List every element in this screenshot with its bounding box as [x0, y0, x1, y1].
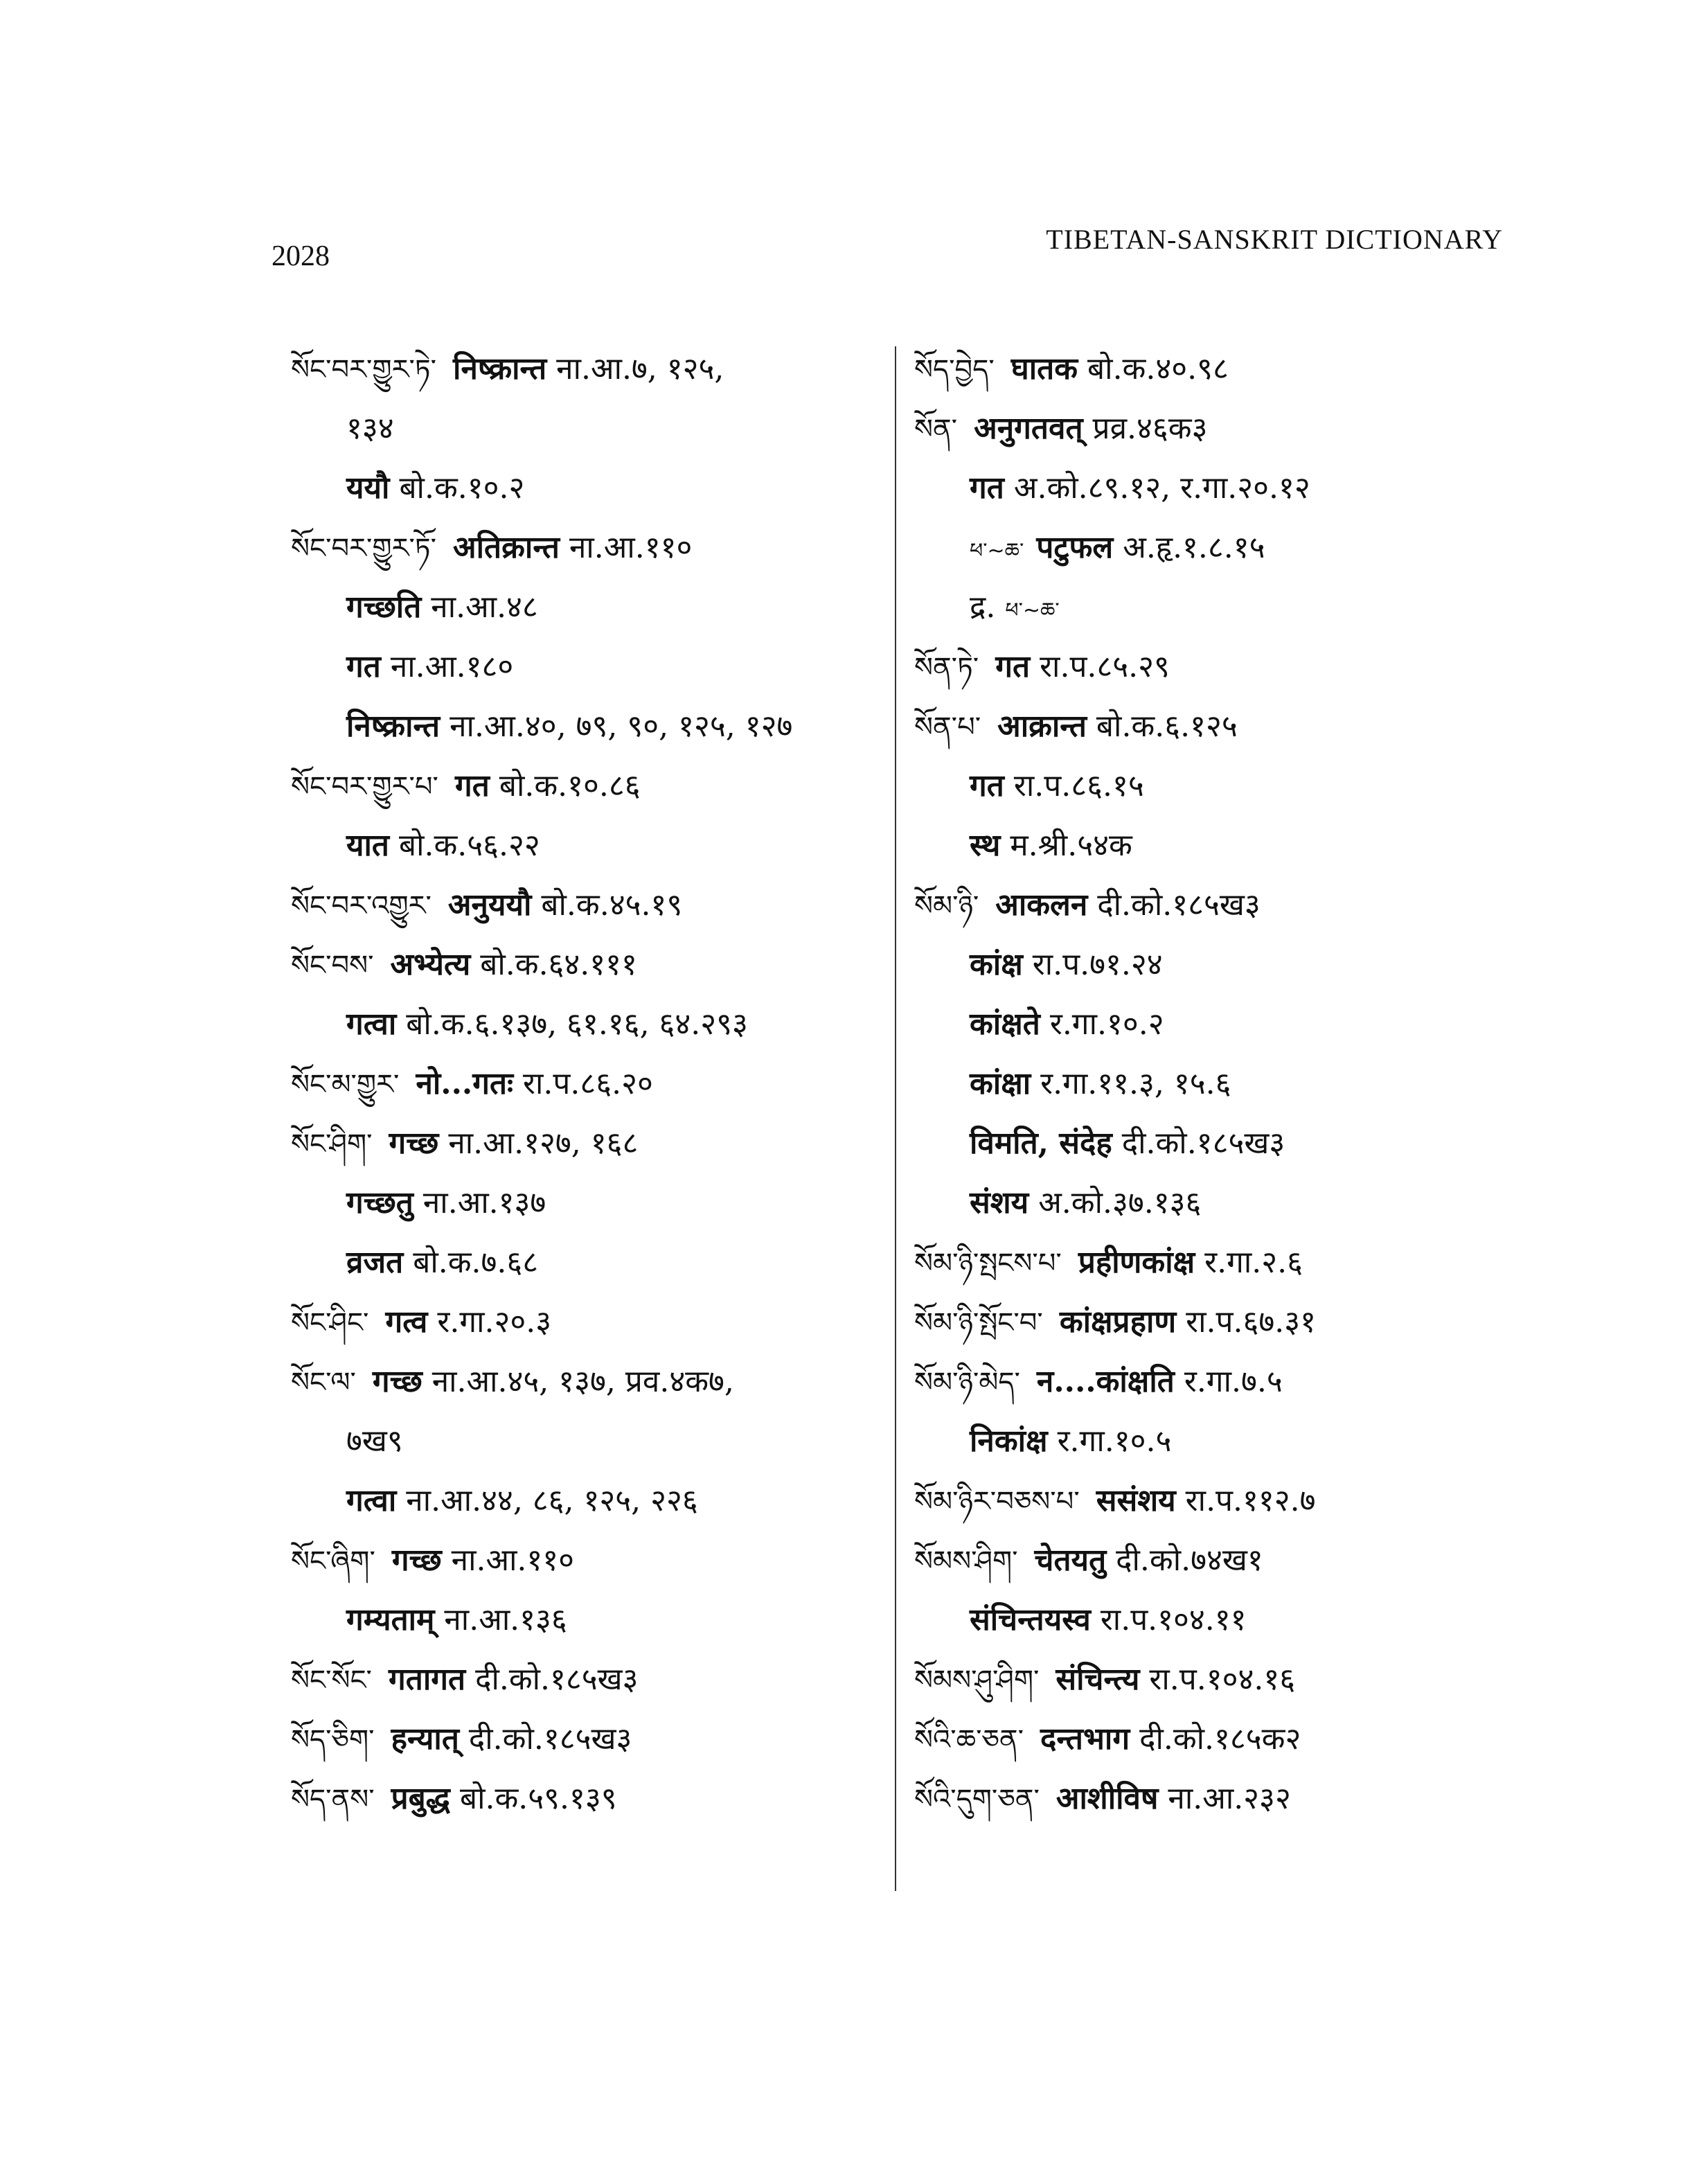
source-reference: र.गा.११.३, १५.६	[1040, 1066, 1231, 1101]
dictionary-entry	[914, 1471, 1510, 1531]
sanskrit-equivalent: गम्यताम्	[346, 1602, 435, 1637]
tibetan-headword: སོམ་ཉི་སྤངས་པ་	[914, 1248, 1062, 1279]
source-reference: अ.को.३७.१३६	[1038, 1185, 1202, 1220]
tibetan-headword: སོའི་ཆ་ཅན་	[914, 1724, 1024, 1756]
source-reference: बो.क.१०.२	[399, 470, 525, 506]
dictionary-entry	[914, 876, 1510, 935]
source-reference: रा.प.८६.२०	[522, 1066, 653, 1101]
tibetan-headword: སོམ་ཉིར་བཅས་པ་	[914, 1486, 1080, 1518]
sanskrit-equivalent: चेतयतु	[1034, 1543, 1107, 1578]
source-reference: ना.आ.१३७	[422, 1185, 546, 1220]
sanskrit-equivalent: गत्वा	[346, 1483, 397, 1518]
source-reference: बो.क.५६.२२	[399, 828, 540, 863]
page-number: 2028	[271, 240, 330, 272]
sanskrit-equivalent: गत	[995, 649, 1031, 684]
dictionary-entry	[914, 1650, 1510, 1710]
column-divider	[895, 346, 896, 1891]
source-reference: ना.आ.१३६	[444, 1602, 567, 1637]
sanskrit-equivalent: न....कांक्षति	[1036, 1364, 1175, 1399]
dictionary-entry	[291, 1114, 887, 1173]
running-head: TIBETAN-SANSKRIT DICTIONARY	[1046, 224, 1503, 255]
source-reference: ना.आ.४८	[431, 589, 538, 625]
dictionary-entry	[291, 1352, 887, 1412]
sanskrit-equivalent: गच्छ	[391, 1543, 442, 1578]
dictionary-subentry	[914, 1590, 1510, 1650]
source-reference: बो.क.६४.१११	[480, 947, 637, 982]
source-reference: बो.क.६.१२५	[1096, 709, 1238, 744]
source-reference: प्रव्र.४६क३	[1092, 411, 1208, 446]
tibetan-headword: སོང་ལ་	[291, 1367, 356, 1399]
dictionary-entry	[914, 1293, 1510, 1352]
sanskrit-equivalent: यात	[346, 828, 389, 863]
source-reference: दी.को.१८५ख३	[475, 1662, 639, 1697]
dictionary-subentry	[914, 459, 1510, 518]
dictionary-entry	[914, 1769, 1510, 1829]
dictionary-entry	[291, 1710, 887, 1769]
cross-reference-prefix: द्र.	[970, 589, 1006, 625]
dictionary-subentry	[291, 1173, 887, 1233]
tibetan-headword: སོང་ཞིག་	[291, 1545, 375, 1577]
dictionary-entry	[914, 1352, 1510, 1412]
sanskrit-equivalent: आक्रान्त	[997, 709, 1087, 744]
dictionary-entry	[291, 1769, 887, 1829]
source-reference: बो.क.१०.८६	[499, 768, 641, 804]
dictionary-subentry	[291, 1412, 887, 1471]
sanskrit-equivalent: गच्छ	[372, 1364, 422, 1399]
sanskrit-equivalent: कांक्षा	[970, 1066, 1031, 1101]
tibetan-headword: སོང་བར་གྱུར་པ་	[291, 771, 438, 803]
sanskrit-equivalent: गत्व	[385, 1304, 428, 1340]
dictionary-subentry	[914, 816, 1510, 876]
source-reference: दी.को.७४ख१	[1116, 1543, 1263, 1578]
source-reference: रा.प.११२.७	[1185, 1483, 1316, 1518]
dictionary-entry	[914, 1531, 1510, 1590]
source-reference: बो.क.७.६८	[413, 1245, 539, 1280]
dictionary-subentry	[291, 816, 887, 876]
tibetan-headword: སོམ་ཉི་	[914, 890, 979, 922]
source-reference: रा.प.८६.१५	[1013, 768, 1144, 804]
dictionary-subentry	[914, 935, 1510, 995]
source-reference: ना.आ.७, १२५,	[556, 351, 724, 387]
source-reference: बो.क.४०.९८	[1087, 351, 1229, 387]
sanskrit-equivalent: निकांक्ष	[970, 1423, 1048, 1459]
source-reference: ना.आ.४५, १३७, प्रव.४क७,	[431, 1364, 734, 1399]
sanskrit-equivalent: नो...गतः	[416, 1066, 513, 1101]
dictionary-entry	[291, 1531, 887, 1590]
dictionary-entry	[291, 1054, 887, 1114]
tibetan-abbrev: ཕ་~ཆ་	[1005, 598, 1060, 623]
sanskrit-equivalent: संचिन्त्य	[1056, 1662, 1140, 1697]
source-reference: र.गा.२०.३	[437, 1304, 552, 1340]
dictionary-subentry	[914, 756, 1510, 816]
dictionary-subentry	[914, 1173, 1510, 1233]
source-reference: र.गा.२.६	[1204, 1245, 1303, 1280]
source-reference: र.गा.१०.५	[1057, 1423, 1172, 1459]
tibetan-headword: སོམ་ཉི་མེད་	[914, 1367, 1020, 1399]
source-reference: दी.को.१८५क२	[1139, 1721, 1301, 1757]
sanskrit-equivalent: गतागत	[388, 1662, 466, 1697]
dictionary-entry	[914, 637, 1510, 697]
source-reference: रा.प.८५.२९	[1040, 649, 1170, 684]
source-reference: दी.को.१८५ख३	[1097, 887, 1261, 923]
sanskrit-equivalent: विमति, संदेह	[970, 1126, 1112, 1161]
source-reference: ना.आ.११०	[451, 1543, 575, 1578]
sanskrit-equivalent: कांक्ष	[970, 947, 1023, 982]
dictionary-subentry	[291, 578, 887, 637]
sanskrit-equivalent: गत	[970, 768, 1004, 804]
sanskrit-equivalent: गत	[454, 768, 490, 804]
tibetan-headword: སོང་ཤིག་	[291, 1128, 373, 1160]
dictionary-entry	[914, 1233, 1510, 1293]
dictionary-entry	[291, 935, 887, 995]
dictionary-entry	[291, 518, 887, 578]
dictionary-entry	[914, 339, 1510, 399]
source-reference: ना.आ.४४, ८६, १२५, २२६	[406, 1483, 698, 1518]
source-reference: दी.को.१८५ख३	[468, 1721, 632, 1757]
tibetan-headword: སོམ་ཉི་སྤོང་བ་	[914, 1307, 1043, 1339]
sanskrit-equivalent: गच्छतु	[346, 1185, 413, 1220]
sanskrit-equivalent: अनुययौ	[447, 887, 532, 923]
source-reference: बो.क.६.१३७, ६१.१६, ६४.२९३	[406, 1006, 748, 1042]
tibetan-headword: སོན་པ་	[914, 711, 981, 743]
source-reference: १३४	[346, 411, 394, 446]
tibetan-headword: སོང་བར་འགྱུར་	[291, 890, 431, 922]
right-column	[914, 339, 1510, 1829]
sanskrit-equivalent: व्रजत	[346, 1245, 404, 1280]
dictionary-entry	[914, 1710, 1510, 1769]
sanskrit-equivalent: स्थ	[970, 828, 1001, 863]
source-reference: ना.आ.२३२	[1168, 1781, 1291, 1816]
dictionary-subentry	[914, 1412, 1510, 1471]
sanskrit-equivalent: निष्क्रान्त	[346, 709, 440, 744]
sanskrit-equivalent: ससंशय	[1096, 1483, 1176, 1518]
dictionary-subentry	[291, 459, 887, 518]
dictionary-entry	[914, 399, 1510, 459]
sanskrit-equivalent: घातक	[1010, 351, 1078, 387]
dictionary-subentry	[291, 637, 887, 697]
tibetan-headword: སོང་ཤིང་	[291, 1307, 369, 1339]
tibetan-headword: སོན་ཏེ་	[914, 652, 979, 684]
tibetan-headword: སོང་མ་གྱུར་	[291, 1069, 400, 1101]
sanskrit-equivalent: संशय	[970, 1185, 1029, 1220]
dictionary-subentry	[914, 518, 1510, 578]
source-reference: रा.प.६७.३१	[1186, 1304, 1317, 1340]
sanskrit-equivalent: ययौ	[346, 470, 390, 506]
tibetan-headword: སོད་ནས་	[291, 1784, 375, 1815]
source-reference: रा.प.१०४.१६	[1149, 1662, 1296, 1697]
sanskrit-equivalent: अनुगतवत्	[974, 411, 1083, 446]
dictionary-subentry	[914, 995, 1510, 1054]
tibetan-headword: སོང་བར་གྱུར་ཏོ་	[291, 533, 437, 565]
tibetan-headword: སོད་ཅིག་	[291, 1724, 375, 1756]
source-reference: म.श्री.५४क	[1010, 828, 1132, 863]
tibetan-headword: སོད་བྱེད་	[914, 354, 995, 386]
tibetan-headword: སོང་བར་གྱུར་ཏེ་	[291, 354, 437, 386]
source-reference: दी.को.१८५ख३	[1121, 1126, 1285, 1161]
sanskrit-equivalent: प्रहीणकांक्ष	[1078, 1245, 1195, 1280]
source-reference: ना.आ.१२७, १६८	[448, 1126, 639, 1161]
sanskrit-equivalent: गत	[970, 470, 1004, 506]
sanskrit-equivalent: संचिन्तयस्व	[970, 1602, 1091, 1637]
sanskrit-equivalent: कांक्षते	[970, 1006, 1040, 1042]
left-column	[291, 339, 887, 1829]
sanskrit-equivalent: गत्वा	[346, 1006, 397, 1042]
sanskrit-equivalent: कांक्षप्रहाण	[1059, 1304, 1177, 1340]
dictionary-subentry	[291, 995, 887, 1054]
source-reference: ७ख९	[346, 1423, 403, 1459]
sanskrit-equivalent: गच्छ	[389, 1126, 439, 1161]
sanskrit-equivalent: हन्यात्	[391, 1721, 459, 1757]
dictionary-entry	[914, 697, 1510, 756]
source-reference: रा.प.७१.२४	[1032, 947, 1163, 982]
source-reference: अ.हृ.१.८.१५	[1123, 530, 1265, 565]
sanskrit-equivalent: अतिक्रान्त	[453, 530, 560, 565]
dictionary-entry	[291, 756, 887, 816]
dictionary-entry	[291, 876, 887, 935]
source-reference: बो.क.४५.१९	[541, 887, 683, 923]
dictionary-entry	[291, 1650, 887, 1710]
dictionary-entry	[291, 339, 887, 399]
tibetan-headword: སོའི་དུག་ཅན་	[914, 1784, 1040, 1815]
tibetan-headword: སོང་བས་	[291, 950, 374, 982]
tibetan-headword: སོམས་ཤུ་ཤིག་	[914, 1664, 1040, 1696]
dictionary-subentry	[291, 1233, 887, 1293]
sanskrit-equivalent: पटुफल	[1036, 530, 1114, 565]
dictionary-subentry	[291, 1471, 887, 1531]
source-reference: र.गा.७.५	[1184, 1364, 1283, 1399]
tibetan-headword: སོང་སོང་	[291, 1664, 372, 1696]
dictionary-subentry	[291, 697, 887, 756]
source-reference: बो.क.५९.१३९	[459, 1781, 617, 1816]
source-reference: रा.प.१०४.११	[1100, 1602, 1247, 1637]
dictionary-subentry	[914, 578, 1510, 637]
sanskrit-equivalent: गच्छति	[346, 589, 422, 625]
sanskrit-equivalent: निष्क्रान्त	[453, 351, 547, 387]
tibetan-abbrev: ཕ་~ཆ་	[970, 539, 1024, 563]
sanskrit-equivalent: गत	[346, 649, 381, 684]
sanskrit-equivalent: दन्तभाग	[1040, 1721, 1130, 1757]
dictionary-entry	[291, 1293, 887, 1352]
tibetan-headword: སོམས་ཤིག་	[914, 1545, 1018, 1577]
source-reference: ना.आ.१८०	[390, 649, 514, 684]
source-reference: र.गा.१०.२	[1049, 1006, 1164, 1042]
source-reference: ना.आ.११०	[569, 530, 693, 565]
dictionary-subentry	[914, 1114, 1510, 1173]
dictionary-subentry	[291, 399, 887, 459]
dictionary-subentry	[291, 1590, 887, 1650]
tibetan-headword: སོན་	[914, 414, 958, 445]
sanskrit-equivalent: अभ्येत्य	[390, 947, 471, 982]
sanskrit-equivalent: प्रबुद्ध	[391, 1781, 450, 1816]
dictionary-subentry	[914, 1054, 1510, 1114]
sanskrit-equivalent: आशीविष	[1056, 1781, 1159, 1816]
source-reference: ना.आ.४०, ७९, ९०, १२५, १२७	[449, 709, 793, 744]
sanskrit-equivalent: आकलन	[995, 887, 1088, 923]
source-reference: अ.को.८९.१२, र.गा.२०.१२	[1013, 470, 1310, 506]
